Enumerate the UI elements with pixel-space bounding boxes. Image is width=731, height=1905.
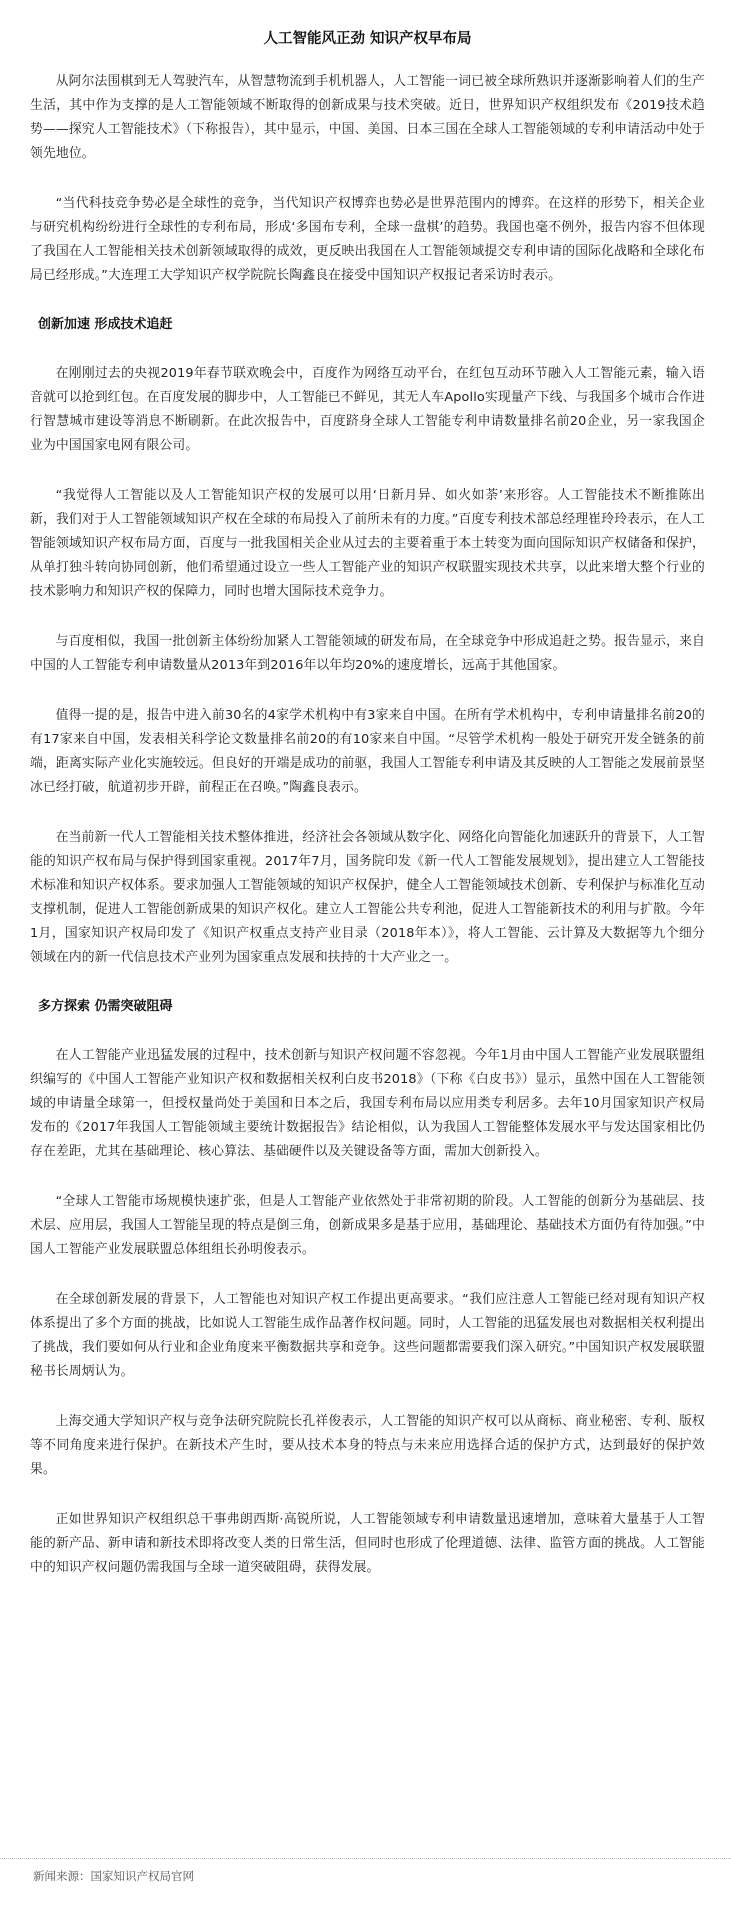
article-paragraph: 在人工智能产业迅猛发展的过程中，技术创新与知识产权问题不容忽视。今年1月由中国人工智能产业发展联盟组织编写的《中国人工智能产业知识产权和数据相关权利白皮书2018》（下称《白皮书》）显示，虽然中国在人工智能领域的申请量全球第一，但授权量尚处于美国和日本之后，我国专利布局以应用类专利居多。去年10月国家知识产权局发布的《2017年我国人工智能领域主要统计数据报告》结论相似，认为我国人工智能整体发展水平与发达国家相比仍存在差距，尤其在基础理论、核心算法、基础硬件以及关键设备等方面，需加大创新投入。 — [30, 1048, 705, 1159]
article-paragraph: 值得一提的是，报告中进入前30名的4家学术机构中有3家来自中国。在所有学术机构中，专利申请量排名前20的有17家来自中国，发表相关科学论文数量排名前20的有10家来自中国。“尽管学术机构一般处于研究开发全链条的前端，距离实际产业化实施较远。但良好的开端是成功的前驱，我国人工智能专利申请及其反映的人工智能之发展前景坚冰已经打破，航道初步开辟，前程正在召唤。”陶鑫良表示。 — [30, 708, 705, 795]
article-paragraph: 与百度相似，我国一批创新主体纷纷加紧人工智能领域的研发布局，在全球竞争中形成追赶之势。报告显示，来自中国的人工智能专利申请数量从2013年到2016年以年均20%的速度增长，远高于其他国家。 — [30, 634, 705, 673]
article-paragraph: 在全球创新发展的背景下，人工智能也对知识产权工作提出更高要求。“我们应注意人工智能已经对现有知识产权体系提出了多个方面的挑战，比如说人工智能生成作品著作权问题。同时，人工智能的迅猛发展也对数据相关权利提出了挑战，我们要如何从行业和企业角度来平衡数据共享和竞争。这些问题都需要我们深入研究。”中国知识产权发展联盟秘书长周炳认为。 — [30, 1292, 705, 1379]
article-paragraph: 从阿尔法围棋到无人驾驶汽车，从智慧物流到手机机器人，人工智能一词已被全球所熟识并逐渐影响着人们的生产生活，其中作为支撑的是人工智能领域不断取得的创新成果与技术突破。近日，世界知识产权组织发布《2019技术趋势——探究人工智能技术》（下称报告），其中显示，中国、美国、日本三国在全球人工智能领域的专利申请活动中处于领先地位。 — [30, 74, 705, 161]
article-paragraph: 在刚刚过去的央视2019年春节联欢晚会中，百度作为网络互动平台，在红包互动环节融入人工智能元素，输入语音就可以抢到红包。在百度发展的脚步中，人工智能已不鲜见，其无人车Apollo实现量产下线、与我国多个城市合作进行智慧城市建设等消息不断刷新。在此次报告中，百度跻身全球人工智能专利申请数量排名前20企业，另一家我国企业为中国国家电网有限公司。 — [30, 366, 705, 453]
source-divider — [0, 1858, 731, 1859]
section-heading: 创新加速 形成技术追赶 — [38, 317, 173, 332]
article-paragraph: “我觉得人工智能以及人工智能知识产权的发展可以用‘日新月异、如火如荼’来形容。人工智能技术不断推陈出新，我们对于人工智能领域知识产权在全球的布局投入了前所未有的力度。”百度专利技术部总经理崔玲玲表示，在人工智能领域知识产权布局方面，百度与一批我国相关企业从过去的主要着重于本土转变为面向国际知识产权储备和保护，从单打独斗转向协同创新，他们希望通过设立一些人工智能产业的知识产权联盟实现技术共享，以此来增大整个行业的技术影响力和知识产权的保障力，同时也增大国际技术竞争力。 — [30, 488, 705, 599]
article-paragraph: 正如世界知识产权组织总干事弗朗西斯·高锐所说，人工智能领域专利申请数量迅速增加，意味着大量基于人工智能的新产品、新申请和新技术即将改变人类的日常生活，但同时也形成了伦理道德、法律、监管方面的挑战。人工智能中的知识产权问题仍需我国与全球一道突破阻碍，获得发展。 — [30, 1512, 705, 1575]
article-paragraph: “当代科技竞争势必是全球性的竞争，当代知识产权博弈也势必是世界范围内的博弈。在这样的形势下，相关企业与研究机构纷纷进行全球性的专利布局，形成‘多国布专利，全球一盘棋’的趋势。我国也毫不例外，报告内容不但体现了我国在人工智能相关技术创新领域取得的成效，更反映出我国在人工智能领域提交专利申请的国际化战略和全球化布局已经形成。”大连理工大学知识产权学院院长陶鑫良在接受中国知识产权报记者采访时表示。 — [30, 196, 705, 283]
news-source: 新闻来源：国家知识产权局官网 — [33, 1869, 194, 1883]
article-section-intro — [30, 70, 705, 288]
article-paragraph: 上海交通大学知识产权与竞争法研究院院长孔祥俊表示，人工智能的知识产权可以从商标、商业秘密、专利、版权等不同角度来进行保护。在新技术产生时，要从技术本身的特点与未来应用选择合适的保护方式，达到最好的保护效果。 — [30, 1414, 705, 1477]
article-section-innovation — [30, 314, 705, 970]
article-paragraph: 在当前新一代人工智能相关技术整体推进，经济社会各领域从数字化、网络化向智能化加速跃升的背景下，人工智能的知识产权布局与保护得到国家重视。2017年7月，国务院印发《新一代人工智能发展规划》，提出建立人工智能技术标准和知识产权体系。要求加强人工智能领域的知识产权保护，健全人工智能领域技术创新、专利保护与标准化互动支撑机制，促进人工智能创新成果的知识产权化。建立人工智能公共专利池，促进人工智能新技术的利用与扩散。今年1月，国家知识产权局印发了《知识产权重点支持产业目录（2018年本）》，将人工智能、云计算及大数据等九个细分领域在内的新一代信息技术产业列为国家重点发展和扶持的十大产业之一。 — [30, 830, 705, 965]
article-paragraph: “全球人工智能市场规模快速扩张，但是人工智能产业依然处于非常初期的阶段。人工智能的创新分为基础层、技术层、应用层，我国人工智能呈现的特点是倒三角，创新成果多是基于应用，基础理论、基础技术方面仍有待加强。”中国人工智能产业发展联盟总体组组长孙明俊表示。 — [30, 1194, 705, 1257]
article-body — [30, 70, 705, 1580]
article-title: 人工智能风正劲 知识产权早布局 — [263, 31, 472, 47]
section-heading: 多方探索 仍需突破阻碍 — [38, 999, 173, 1014]
article-section-exploration — [30, 996, 705, 1580]
